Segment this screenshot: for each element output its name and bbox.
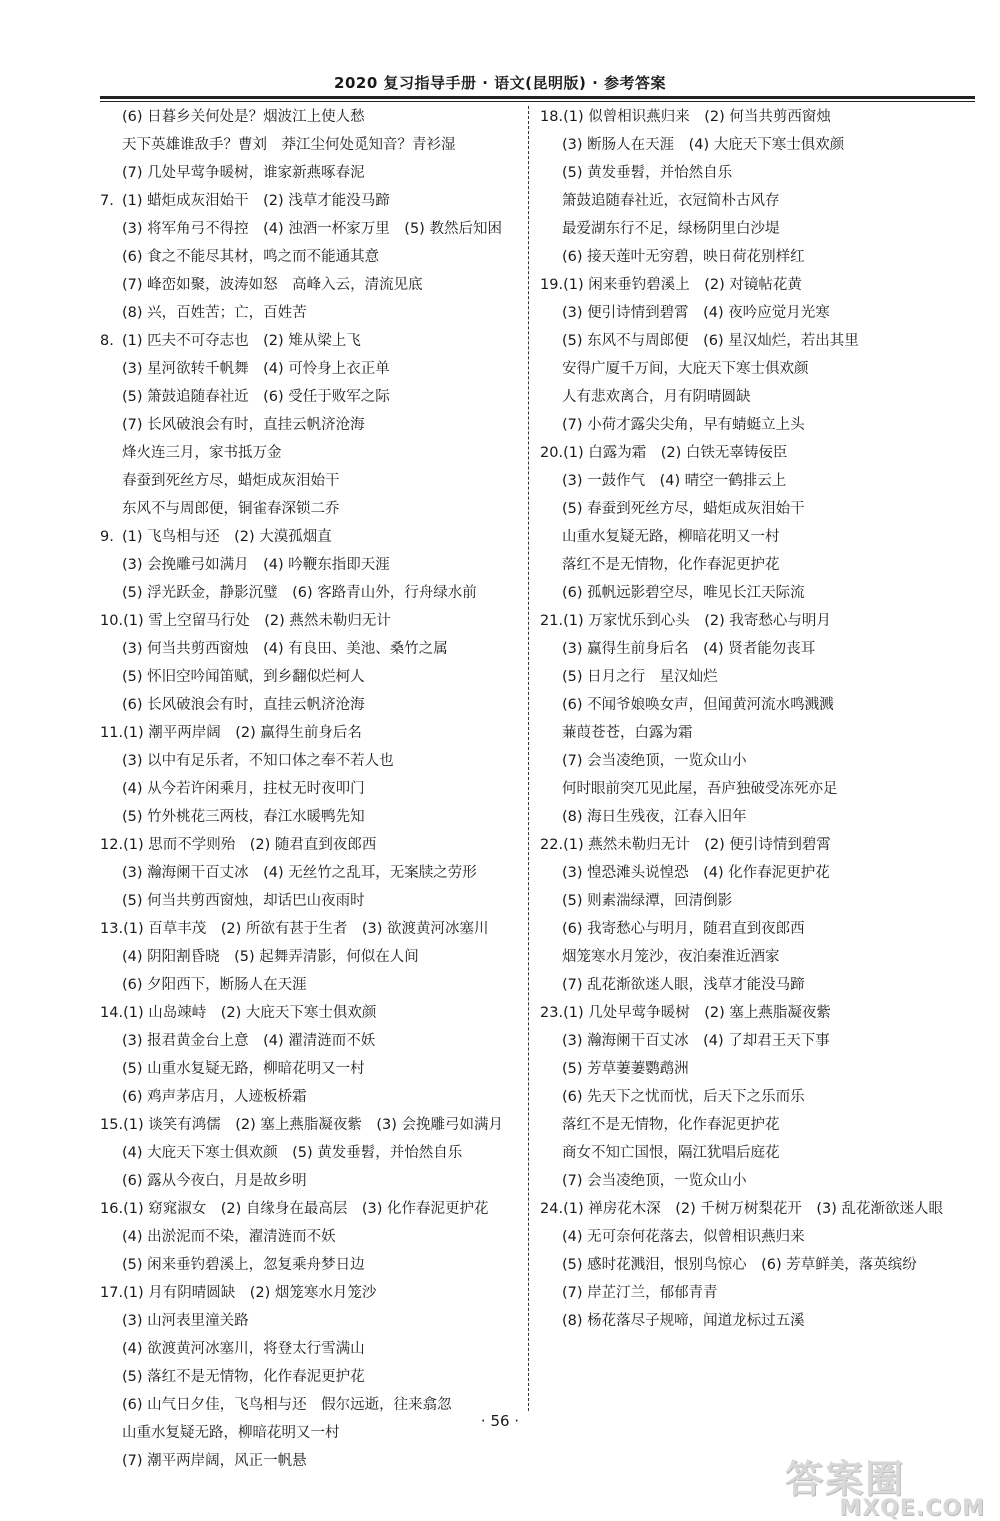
answer-text: (3) 瀚海阑干百丈冰 (4) 无丝竹之乱耳，无案牍之劳形	[122, 865, 477, 881]
answer-text: (5) 浮光跃金，静影沉璧 (6) 客路青山外，行舟绿水前	[122, 585, 477, 601]
answer-text: (3) 断肠人在天涯 (4) 大庇天下寒士俱欢颜	[562, 137, 845, 153]
answer-line	[100, 131, 525, 159]
answer-line	[100, 215, 525, 243]
answer-line	[540, 635, 980, 663]
answer-line	[540, 999, 980, 1027]
answer-text: (3) 惶恐滩头说惶恐 (4) 化作春泥更护花	[562, 865, 830, 881]
answer-line	[540, 1195, 980, 1223]
answer-text: 天下英雄谁敌手？曹刘 莽江尘何处觅知音？青衫湿	[122, 137, 456, 153]
answer-text: (1) 禅房花木深 (2) 千树万树梨花开 (3) 乱花渐欲迷人眼	[563, 1201, 944, 1217]
answer-line	[100, 747, 525, 775]
answer-text: (6) 露从今夜白，月是故乡明	[122, 1173, 307, 1189]
answer-line	[100, 243, 525, 271]
page-header	[0, 72, 1000, 98]
answer-line	[100, 803, 525, 831]
answer-text: (1) 山岛竦峙 (2) 大庇天下寒士俱欢颜	[123, 1005, 377, 1021]
answer-line	[100, 663, 525, 691]
answer-line	[100, 439, 525, 467]
answer-text: 蒹葭苍苍，白露为霜	[562, 725, 693, 741]
column-divider	[528, 106, 529, 1411]
answer-line	[100, 1251, 525, 1279]
answer-text: (3) 星河欲转千帆舞 (4) 可怜身上衣正单	[122, 361, 390, 377]
question-number: 18.	[540, 109, 564, 125]
answer-line	[100, 1279, 525, 1307]
answer-line	[540, 1055, 980, 1083]
answer-line	[100, 831, 525, 859]
answer-text: (3) 一鼓作气 (4) 晴空一鹤排云上	[562, 473, 787, 489]
answer-text: (7) 乱花渐欲迷人眼，浅草才能没马蹄	[562, 977, 805, 993]
answer-text: (1) 蜡炬成灰泪始干 (2) 浅草才能没马蹄	[122, 193, 390, 209]
answer-line	[540, 187, 980, 215]
answer-text: (6) 食之不能尽其材，鸣之而不能通其意	[122, 249, 380, 265]
answer-text: (4) 出淤泥而不染，濯清涟而不妖	[122, 1229, 336, 1245]
answer-line	[540, 971, 980, 999]
answer-line	[540, 1167, 980, 1195]
answer-text: (5) 感时花溅泪，恨别鸟惊心 (6) 芳草鲜美，落英缤纷	[562, 1257, 917, 1273]
answer-text: (4) 无可奈何花落去，似曾相识燕归来	[562, 1229, 805, 1245]
answer-text: 何时眼前突兀见此屋，吾庐独破受冻死亦足	[562, 781, 838, 797]
answer-text: (5) 芳草萋萋鹦鹉洲	[562, 1061, 689, 1077]
answer-line	[100, 187, 525, 215]
answer-line	[540, 243, 980, 271]
answer-line	[540, 1139, 980, 1167]
answer-text: (5) 春蚕到死丝方尽，蜡炬成灰泪始干	[562, 501, 805, 517]
answer-text: (1) 万家忧乐到心头 (2) 我寄愁心与明月	[563, 613, 831, 629]
answer-text: 烟笼寒水月笼沙，夜泊秦淮近酒家	[562, 949, 780, 965]
question-number: 20.	[540, 445, 564, 461]
answer-line	[100, 1307, 525, 1335]
question-number: 24.	[540, 1201, 564, 1217]
answer-line	[540, 411, 980, 439]
answer-line	[540, 271, 980, 299]
answer-line	[100, 775, 525, 803]
answer-line	[100, 691, 525, 719]
answer-line	[100, 551, 525, 579]
answer-text: (6) 鸡声茅店月，人迹板桥霜	[122, 1089, 307, 1105]
answer-text: (1) 白露为霜 (2) 白铁无辜铸佞臣	[563, 445, 788, 461]
answer-line	[540, 915, 980, 943]
answer-line	[100, 467, 525, 495]
watermark-site: MXQE.COM	[839, 1496, 985, 1521]
answer-line	[100, 635, 525, 663]
answer-text: (5) 山重水复疑无路，柳暗花明又一村	[122, 1061, 365, 1077]
answer-text: (1) 百草丰茂 (2) 所欲有甚于生者 (3) 欲渡黄河冰塞川	[123, 921, 489, 937]
answer-line	[540, 495, 980, 523]
answer-line	[540, 299, 980, 327]
answer-line	[100, 859, 525, 887]
answer-text: 春蚕到死丝方尽，蜡炬成灰泪始干	[122, 473, 340, 489]
answer-line	[540, 383, 980, 411]
answer-text: (3) 便引诗情到碧霄 (4) 夜吟应觉月光寒	[562, 305, 830, 321]
answer-line	[100, 355, 525, 383]
answer-text: (3) 报君黄金台上意 (4) 濯清涟而不妖	[122, 1033, 376, 1049]
answer-line	[540, 1111, 980, 1139]
question-number: 9.	[100, 529, 114, 545]
answer-text: (7) 会当凌绝顶，一览众山小	[562, 1173, 747, 1189]
answer-text: (8) 兴，百姓苦；亡，百姓苦	[122, 305, 307, 321]
answer-text: (6) 日暮乡关何处是？烟波江上使人愁	[122, 109, 365, 125]
answer-line	[540, 551, 980, 579]
answer-line	[100, 1139, 525, 1167]
answer-text: 山重水复疑无路，柳暗花明又一村	[562, 529, 780, 545]
answer-line	[540, 859, 980, 887]
answer-text: (1) 谈笑有鸿儒 (2) 塞上燕脂凝夜紫 (3) 会挽雕弓如满月	[123, 1117, 504, 1133]
answer-line	[540, 327, 980, 355]
answer-text: (4) 从今若许闲乘月，拄杖无时夜叩门	[122, 781, 365, 797]
answer-line	[100, 1027, 525, 1055]
answer-line	[100, 271, 525, 299]
question-number: 7.	[100, 193, 114, 209]
answer-line	[100, 1363, 525, 1391]
answer-line	[540, 831, 980, 859]
answer-text: (6) 我寄愁心与明月，随君直到夜郎西	[562, 921, 805, 937]
answer-text: (7) 岸芷汀兰，郁郁青青	[562, 1285, 718, 1301]
answer-text: (1) 思而不学则殆 (2) 随君直到夜郎西	[123, 837, 377, 853]
answer-text: (7) 小荷才露尖尖角，早有蜻蜓立上头	[562, 417, 805, 433]
answer-line	[540, 775, 980, 803]
answer-text: (1) 闲来垂钓碧溪上 (2) 对镜帖花黄	[563, 277, 802, 293]
answer-line	[100, 1447, 525, 1475]
answer-line	[100, 999, 525, 1027]
answer-line	[100, 1335, 525, 1363]
answer-text: (8) 海日生残夜，江春入旧年	[562, 809, 747, 825]
answer-text: (3) 瀚海阑干百丈冰 (4) 了却君王天下事	[562, 1033, 830, 1049]
answer-line	[540, 1223, 980, 1251]
answer-text: (8) 杨花落尽子规啼，闻道龙标过五溪	[562, 1313, 805, 1329]
answer-line	[100, 1223, 525, 1251]
answer-line	[540, 523, 980, 551]
answer-line	[540, 579, 980, 607]
answer-text: (4) 大庇天下寒士俱欢颜 (5) 黄发垂髫，并怡然自乐	[122, 1145, 463, 1161]
watermark-logo	[785, 1448, 985, 1521]
answer-text: (1) 燕然未勒归无计 (2) 便引诗情到碧霄	[563, 837, 831, 853]
answer-text: (6) 孤帆远影碧空尽，唯见长江天际流	[562, 585, 805, 601]
answer-line	[100, 383, 525, 411]
answer-line	[540, 439, 980, 467]
answer-line	[540, 607, 980, 635]
answer-line	[540, 103, 980, 131]
answer-line	[100, 1111, 525, 1139]
answer-line	[540, 1083, 980, 1111]
answer-text: (7) 几处早莺争暖树，谁家新燕啄春泥	[122, 165, 365, 181]
answer-text: (3) 以中有足乐者，不知口体之奉不若人也	[122, 753, 394, 769]
answer-line	[540, 1251, 980, 1279]
answer-line	[100, 1083, 525, 1111]
header-rule-thick	[100, 96, 975, 99]
answer-text: (5) 落红不是无情物，化作春泥更护花	[122, 1369, 365, 1385]
answer-line	[100, 943, 525, 971]
answer-line	[540, 943, 980, 971]
answer-line	[540, 355, 980, 383]
answer-text: (1) 潮平两岸阔 (2) 赢得生前身后名	[123, 725, 362, 741]
question-number: 15.	[100, 1117, 124, 1133]
question-number: 17.	[100, 1285, 124, 1301]
answer-line	[540, 159, 980, 187]
question-number: 21.	[540, 613, 564, 629]
answer-line	[100, 1195, 525, 1223]
answer-text: (7) 长风破浪会有时，直挂云帆济沧海	[122, 417, 365, 433]
answer-text: (7) 峰峦如聚，波涛如怒 高峰入云，清流见底	[122, 277, 423, 293]
question-number: 12.	[100, 837, 124, 853]
answer-text: (5) 日月之行 星汉灿烂	[562, 669, 718, 685]
answer-text: (7) 会当凌绝顶，一览众山小	[562, 753, 747, 769]
answer-text: 东风不与周郎便，铜雀春深锁二乔	[122, 501, 340, 517]
answer-text: (5) 则素湍绿潭，回清倒影	[562, 893, 733, 909]
answer-line	[100, 579, 525, 607]
answer-text: (1) 几处早莺争暖树 (2) 塞上燕脂凝夜紫	[563, 1005, 831, 1021]
answer-line	[540, 747, 980, 775]
question-number: 8.	[100, 333, 114, 349]
answer-column-right	[540, 103, 980, 1335]
answer-line	[100, 1055, 525, 1083]
answer-text: (3) 将军角弓不得控 (4) 浊酒一杯家万里 (5) 教然后知困	[122, 221, 502, 237]
answer-text: (6) 长风破浪会有时，直挂云帆济沧海	[122, 697, 365, 713]
question-number: 14.	[100, 1005, 124, 1021]
question-number: 16.	[100, 1201, 124, 1217]
answer-text: 最爱湖东行不足，绿杨阴里白沙堤	[562, 221, 780, 237]
answer-text: (5) 东风不与周郎便 (6) 星汉灿烂，若出其里	[562, 333, 859, 349]
answer-text: 山重水复疑无路，柳暗花明又一村	[122, 1425, 340, 1441]
answer-text: (5) 竹外桃花三两枝，春江水暖鸭先知	[122, 809, 365, 825]
answer-line	[540, 719, 980, 747]
header-title: 2020 复习指导手册 · 语文(昆明版) · 参考答案	[334, 74, 666, 92]
answer-line	[540, 1027, 980, 1055]
answer-text: (1) 似曾相识燕归来 (2) 何当共剪西窗烛	[563, 109, 831, 125]
question-number: 22.	[540, 837, 564, 853]
answer-text: (3) 何当共剪西窗烛 (4) 有良田、美池、桑竹之属	[122, 641, 448, 657]
answer-text: (6) 不闻爷娘唤女声，但闻黄河流水鸣溅溅	[562, 697, 834, 713]
answer-text: (5) 何当共剪西窗烛，却话巴山夜雨时	[122, 893, 365, 909]
answer-text: (3) 赢得生前身后名 (4) 贤者能勿丧耳	[562, 641, 816, 657]
answer-text: (1) 飞鸟相与还 (2) 大漠孤烟直	[122, 529, 332, 545]
header-rule-thin	[100, 101, 975, 102]
answer-text: (4) 阴阳割昏晓 (5) 起舞弄清影，何似在人间	[122, 949, 419, 965]
answer-line	[100, 411, 525, 439]
answer-text: (5) 闲来垂钓碧溪上，忽复乘舟梦日边	[122, 1257, 365, 1273]
answer-line	[100, 915, 525, 943]
answer-text: (5) 黄发垂髫，并怡然自乐	[562, 165, 733, 181]
answer-text: (5) 怀旧空吟闻笛赋，到乡翻似烂柯人	[122, 669, 365, 685]
question-number: 13.	[100, 921, 124, 937]
answer-text: (6) 夕阳西下，断肠人在天涯	[122, 977, 307, 993]
answer-text: (1) 匹夫不可夺志也 (2) 雉从梁上飞	[122, 333, 361, 349]
answer-line	[100, 971, 525, 999]
answer-text: 安得广厦千万间，大庇天下寒士俱欢颜	[562, 361, 809, 377]
answer-text: (3) 会挽雕弓如满月 (4) 吟鞭东指即天涯	[122, 557, 390, 573]
answer-text: (6) 先天下之忧而忧，后天下之乐而乐	[562, 1089, 805, 1105]
answer-text: (4) 欲渡黄河冰塞川，将登太行雪满山	[122, 1341, 365, 1357]
answer-line	[100, 887, 525, 915]
watermark-logo-text: 答案圈	[785, 1457, 906, 1501]
answer-text: (7) 潮平两岸阔，风正一帆悬	[122, 1453, 307, 1469]
answer-text: 烽火连三月，家书抵万金	[122, 445, 282, 461]
answer-line	[540, 887, 980, 915]
answer-line	[100, 327, 525, 355]
answer-text: (5) 箫鼓追随春社近 (6) 受任于败军之际	[122, 389, 390, 405]
answer-text: (1) 窈窕淑女 (2) 自缘身在最高层 (3) 化作春泥更护花	[123, 1201, 489, 1217]
answer-line	[540, 1307, 980, 1335]
page-number: · 56 ·	[480, 1412, 520, 1430]
question-number: 19.	[540, 277, 564, 293]
answer-text: (6) 接天莲叶无穷碧，映日荷花别样红	[562, 249, 805, 265]
answer-text: (1) 月有阴晴圆缺 (2) 烟笼寒水月笼沙	[123, 1285, 377, 1301]
answer-line	[100, 103, 525, 131]
answer-line	[100, 1167, 525, 1195]
answer-text: (3) 山河表里潼关路	[122, 1313, 249, 1329]
answer-text: 落红不是无情物，化作春泥更护花	[562, 1117, 780, 1133]
answer-line	[540, 467, 980, 495]
answer-line	[540, 691, 980, 719]
answer-line	[540, 803, 980, 831]
answer-line	[100, 299, 525, 327]
answer-text: 落红不是无情物，化作春泥更护花	[562, 557, 780, 573]
answer-line	[540, 215, 980, 243]
answer-text: (1) 雪上空留马行处 (2) 燕然未勒归无计	[123, 613, 391, 629]
answer-line	[100, 719, 525, 747]
answer-text: 箫鼓追随春社近，衣冠简朴古风存	[562, 193, 780, 209]
answer-line	[540, 663, 980, 691]
answer-text: 人有悲欢离合，月有阴晴圆缺	[562, 389, 751, 405]
answer-column-left	[100, 103, 525, 1475]
question-number: 11.	[100, 725, 124, 741]
answer-line	[100, 523, 525, 551]
answer-line	[540, 131, 980, 159]
answer-line	[540, 1279, 980, 1307]
answer-text: 商女不知亡国恨，隔江犹唱后庭花	[562, 1145, 780, 1161]
question-number: 10.	[100, 613, 124, 629]
question-number: 23.	[540, 1005, 564, 1021]
answer-line	[100, 607, 525, 635]
answer-text: (6) 山气日夕佳，飞鸟相与还 假尔远逝，往来翕忽	[122, 1397, 452, 1413]
answer-line	[100, 159, 525, 187]
answer-line	[100, 495, 525, 523]
